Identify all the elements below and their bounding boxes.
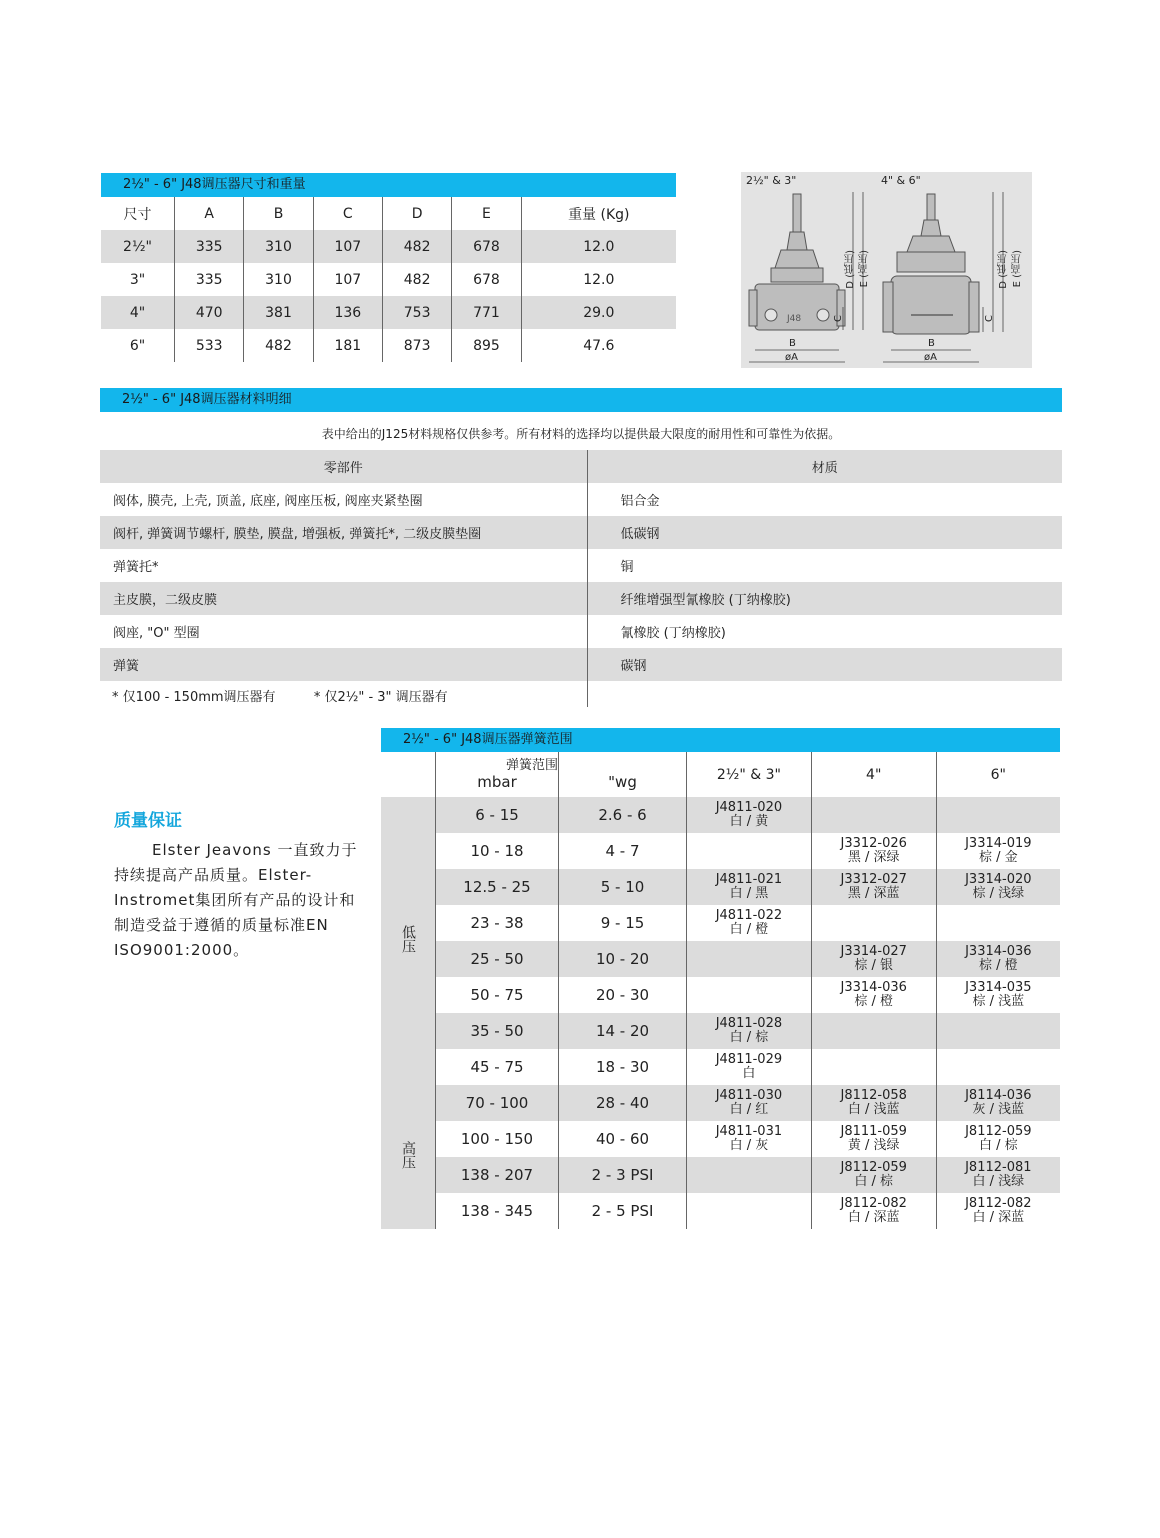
dimensions-cell: 678 xyxy=(452,263,521,296)
springs-part-number: J3312-026 xyxy=(840,836,907,851)
dimensions-cell: 482 xyxy=(382,263,451,296)
springs-group-low-label: 低压 xyxy=(400,925,416,953)
springs-color-code: 棕 / 橙 xyxy=(978,958,1018,973)
materials-row xyxy=(100,615,1062,648)
regulator-drawing xyxy=(741,172,1032,368)
springs-part-number: J3314-036 xyxy=(965,944,1032,959)
springs-header-row xyxy=(381,752,1060,797)
springs-mbar-cell: 12.5 - 25 xyxy=(436,869,559,905)
springs-part-number: J3314-027 xyxy=(840,944,907,959)
springs-mbar-cell: 6 - 15 xyxy=(436,797,559,833)
springs-part-number: J4811-028 xyxy=(715,1016,783,1031)
dimensions-cell: 107 xyxy=(313,263,382,296)
springs-part-number: J3314-020 xyxy=(965,872,1032,887)
springs-code-cell xyxy=(811,905,936,941)
springs-color-code: 白 xyxy=(742,1066,756,1081)
materials-row xyxy=(100,648,1062,681)
materials-header-part: 零部件 xyxy=(100,450,587,483)
springs-wg-cell: 5 - 10 xyxy=(559,869,687,905)
quality-title: 质量保证 xyxy=(114,811,182,831)
springs-header-size: 2½" & 3" xyxy=(687,752,812,797)
dimensions-cell: 181 xyxy=(313,329,382,362)
springs-title-bar xyxy=(381,728,1060,752)
springs-part-number: J8112-082 xyxy=(840,1196,907,1211)
regulator-diagram xyxy=(741,172,1032,368)
springs-part-number: J8112-082 xyxy=(965,1196,1032,1211)
springs-code-cell xyxy=(811,869,936,905)
springs-code-cell xyxy=(936,1157,1060,1193)
materials-footnote-divider xyxy=(587,680,588,707)
springs-part-number: J8112-059 xyxy=(840,1160,907,1175)
dimensions-cell: 29.0 xyxy=(521,296,676,329)
springs-color-code: 灰 / 浅蓝 xyxy=(972,1102,1025,1117)
springs-code-cell xyxy=(687,941,812,977)
springs-part-number: J3312-027 xyxy=(840,872,907,887)
springs-row xyxy=(381,1049,1060,1085)
springs-color-code: 棕 / 银 xyxy=(854,958,894,973)
springs-color-code: 白 / 深蓝 xyxy=(847,1210,900,1225)
springs-code-cell xyxy=(936,1193,1060,1229)
springs-color-code: 棕 / 金 xyxy=(978,850,1018,865)
materials-part-cell: 阀体, 膜壳, 上壳, 顶盖, 底座, 阀座压板, 阀座夹紧垫圈 xyxy=(113,494,423,509)
springs-color-code: 白 / 橙 xyxy=(729,922,769,937)
springs-part-number: J8112-058 xyxy=(840,1088,907,1103)
dimensions-cell: 482 xyxy=(382,230,451,263)
dimensions-cell: 3" xyxy=(129,271,146,288)
materials-material-cell: 纤维增强型氰橡胶 (丁纳橡胶) xyxy=(587,582,1062,615)
diagram-body-mark: J48 xyxy=(787,314,802,324)
dimensions-header-cell: B xyxy=(244,197,313,230)
springs-header-size: 6" xyxy=(936,752,1060,797)
springs-part-number: J3314-019 xyxy=(965,836,1032,851)
diagram-dim-e-large: E (高压) xyxy=(1012,250,1023,288)
springs-code-cell xyxy=(936,1049,1060,1085)
springs-code-cell xyxy=(687,833,812,869)
springs-wg-cell: 40 - 60 xyxy=(559,1121,687,1157)
springs-code-cell xyxy=(936,1121,1060,1157)
springs-mbar-cell: 45 - 75 xyxy=(436,1049,559,1085)
springs-code-cell xyxy=(687,1085,812,1121)
springs-part-number: J3314-036 xyxy=(840,980,907,995)
springs-part-number: J4811-030 xyxy=(715,1088,783,1103)
dimensions-row xyxy=(101,329,676,362)
springs-table xyxy=(381,752,1060,1229)
springs-code-cell xyxy=(811,1157,936,1193)
dimensions-cell: 310 xyxy=(244,263,313,296)
dimensions-cell: 533 xyxy=(175,329,244,362)
springs-part-number: J4811-022 xyxy=(715,908,783,923)
springs-code-cell xyxy=(811,977,936,1013)
dimensions-cell: 107 xyxy=(313,230,382,263)
springs-part-number: J4811-021 xyxy=(715,872,783,887)
springs-wg-cell: 2 - 5 PSI xyxy=(559,1193,687,1229)
dimensions-cell: 335 xyxy=(175,263,244,296)
springs-wg-cell: 28 - 40 xyxy=(559,1085,687,1121)
springs-color-code: 棕 / 浅蓝 xyxy=(972,994,1025,1009)
springs-wg-cell: 18 - 30 xyxy=(559,1049,687,1085)
springs-code-cell xyxy=(811,1193,936,1229)
dimensions-cell: 753 xyxy=(382,296,451,329)
springs-code-cell xyxy=(811,833,936,869)
materials-part-cell: 阀杆, 弹簧调节螺杆, 膜垫, 膜盘, 增强板, 弹簧托*, 二级皮膜垫圈 xyxy=(100,516,587,549)
dimensions-header-cell: C xyxy=(313,197,382,230)
springs-code-cell xyxy=(687,977,812,1013)
springs-mbar-cell: 138 - 345 xyxy=(436,1193,559,1229)
springs-mbar-cell: 100 - 150 xyxy=(436,1121,559,1157)
dimensions-row xyxy=(101,230,676,263)
dimensions-header-row xyxy=(101,197,676,230)
springs-code-cell xyxy=(687,1013,812,1049)
springs-code-cell xyxy=(936,797,1060,833)
springs-row xyxy=(381,941,1060,977)
springs-header-wg: "wg xyxy=(559,752,687,797)
diagram-dim-e-small: E (高压) xyxy=(859,250,870,288)
springs-group-high xyxy=(381,1085,436,1229)
materials-row xyxy=(100,582,1062,615)
dimensions-table xyxy=(101,197,676,362)
dimensions-cell: 6" xyxy=(129,337,146,354)
springs-part-number: J4811-031 xyxy=(715,1124,783,1139)
materials-material-cell: 铝合金 xyxy=(587,483,1062,516)
springs-wg-cell: 10 - 20 xyxy=(559,941,687,977)
springs-color-code: 白 / 红 xyxy=(729,1102,769,1117)
materials-material-cell: 氰橡胶 (丁纳橡胶) xyxy=(587,615,1062,648)
springs-part-number: J8112-081 xyxy=(965,1160,1032,1175)
dimensions-cell: 678 xyxy=(452,230,521,263)
springs-code-cell xyxy=(936,869,1060,905)
springs-unit-mbar: mbar xyxy=(477,773,517,791)
springs-mbar-cell: 70 - 100 xyxy=(436,1085,559,1121)
springs-color-code: 棕 / 橙 xyxy=(854,994,894,1009)
springs-title: 2½" - 6" J48调压器弹簧范围 xyxy=(403,732,573,747)
springs-row xyxy=(381,1157,1060,1193)
springs-code-cell xyxy=(811,1013,936,1049)
diagram-dim-a-small: øA xyxy=(785,352,798,363)
springs-code-cell xyxy=(687,1157,812,1193)
springs-mbar-cell: 50 - 75 xyxy=(436,977,559,1013)
springs-color-code: 黑 / 深蓝 xyxy=(847,886,900,901)
springs-code-cell xyxy=(687,1049,812,1085)
dimensions-header-cell: 重量 (Kg) xyxy=(521,197,676,230)
springs-header-blank xyxy=(381,752,436,797)
materials-table xyxy=(100,450,1062,681)
dimensions-cell: 47.6 xyxy=(521,329,676,362)
springs-row xyxy=(381,869,1060,905)
dimensions-row xyxy=(101,263,676,296)
springs-code-cell xyxy=(936,1085,1060,1121)
dimensions-cell: 470 xyxy=(175,296,244,329)
dimensions-cell: 482 xyxy=(244,329,313,362)
springs-color-code: 白 / 黑 xyxy=(729,886,769,901)
diagram-dim-d-large: D (低压) xyxy=(998,250,1009,289)
materials-material-cell: 铜 xyxy=(587,549,1062,582)
materials-row xyxy=(100,483,1062,516)
springs-code-cell xyxy=(936,1013,1060,1049)
dimensions-cell: 381 xyxy=(244,296,313,329)
springs-part-number: J8112-059 xyxy=(965,1124,1032,1139)
springs-code-cell xyxy=(936,941,1060,977)
springs-part-number: J8114-036 xyxy=(965,1088,1032,1103)
materials-part-cell: 弹簧托* xyxy=(113,560,159,575)
dimensions-header-cell: D xyxy=(382,197,451,230)
materials-row xyxy=(100,549,1062,582)
materials-footnote-1: * 仅100 - 150mm调压器有 xyxy=(112,690,276,705)
springs-row xyxy=(381,833,1060,869)
materials-part-cell: 阀座, "O" 型圈 xyxy=(113,626,200,641)
springs-part-number: J4811-020 xyxy=(715,800,783,815)
springs-color-code: 黑 / 深绿 xyxy=(847,850,900,865)
dimensions-cell: 310 xyxy=(244,230,313,263)
springs-code-cell xyxy=(811,941,936,977)
diagram-dim-b-small: B xyxy=(789,338,796,349)
springs-part-number: J3314-035 xyxy=(965,980,1032,995)
springs-color-code: 白 / 棕 xyxy=(978,1138,1018,1153)
materials-header-material: 材质 xyxy=(587,450,1062,483)
springs-wg-cell: 4 - 7 xyxy=(559,833,687,869)
dimensions-cell: 12.0 xyxy=(521,263,676,296)
springs-color-code: 棕 / 浅绿 xyxy=(972,886,1025,901)
diagram-dim-b-large: B xyxy=(928,338,935,349)
springs-color-code: 白 / 浅蓝 xyxy=(847,1102,900,1117)
springs-row xyxy=(381,905,1060,941)
materials-footnote-2: * 仅2½" - 3" 调压器有 xyxy=(313,690,448,705)
dimensions-cell: 895 xyxy=(452,329,521,362)
springs-code-cell xyxy=(687,905,812,941)
springs-mbar-cell: 25 - 50 xyxy=(436,941,559,977)
dimensions-header-cell: E xyxy=(452,197,521,230)
springs-code-cell xyxy=(936,905,1060,941)
dimensions-cell: 2½" xyxy=(101,230,175,263)
materials-note: 表中给出的J125材料规格仅供参考。所有材料的选择均以提供最大限度的耐用性和可靠性为依据。 xyxy=(321,427,841,441)
springs-color-code: 白 / 棕 xyxy=(729,1030,769,1045)
materials-title: 2½" - 6" J48调压器材料明细 xyxy=(122,392,292,407)
springs-wg-cell: 9 - 15 xyxy=(559,905,687,941)
dimensions-title-bar xyxy=(101,173,676,197)
dimensions-header-cell: 尺寸 xyxy=(123,206,152,223)
dimensions-row xyxy=(101,296,676,329)
dimensions-cell: 4" xyxy=(101,296,175,329)
diagram-dim-d-small: D (低压) xyxy=(845,250,856,289)
springs-mbar-cell: 138 - 207 xyxy=(436,1157,559,1193)
materials-material-cell: 碳钢 xyxy=(587,648,1062,681)
dimensions-cell: 12.0 xyxy=(521,230,676,263)
springs-mbar-cell: 23 - 38 xyxy=(436,905,559,941)
quality-body: Elster Jeavons 一直致力于持续提高产品质量。Elster-Instromet集团所有产品的设计和制造受益于遵循的质量标准EN ISO9001:2000。 xyxy=(114,841,358,959)
springs-wg-cell: 14 - 20 xyxy=(559,1013,687,1049)
diagram-dim-c-large: C xyxy=(984,315,995,322)
springs-code-cell xyxy=(936,833,1060,869)
springs-code-cell xyxy=(687,1193,812,1229)
springs-header-mbar xyxy=(436,752,559,797)
springs-range-header: 弹簧范围 xyxy=(506,758,559,773)
springs-color-code: 白 / 灰 xyxy=(729,1138,769,1153)
springs-code-cell xyxy=(687,869,812,905)
materials-row xyxy=(100,516,1062,549)
springs-color-code: 黄 / 浅绿 xyxy=(847,1138,900,1153)
springs-mbar-cell: 35 - 50 xyxy=(436,1013,559,1049)
springs-row xyxy=(381,977,1060,1013)
materials-header-row xyxy=(100,450,1062,483)
dimensions-cell: 335 xyxy=(175,230,244,263)
springs-code-cell xyxy=(936,977,1060,1013)
dimensions-title: 2½" - 6" J48调压器尺寸和重量 xyxy=(123,177,306,192)
springs-row xyxy=(381,1013,1060,1049)
springs-code-cell xyxy=(687,797,812,833)
dimensions-cell: 873 xyxy=(382,329,451,362)
springs-color-code: 白 / 黄 xyxy=(729,814,769,829)
diagram-dim-c-small: C xyxy=(833,315,844,322)
springs-part-number: J4811-029 xyxy=(715,1052,783,1067)
springs-group-high-label: 高压 xyxy=(400,1141,416,1169)
dimensions-header-cell: A xyxy=(175,197,244,230)
diagram-label-small: 2½" & 3" xyxy=(746,174,797,187)
springs-color-code: 白 / 棕 xyxy=(854,1174,894,1189)
materials-footnote-row xyxy=(112,686,448,705)
springs-wg-cell: 2.6 - 6 xyxy=(559,797,687,833)
dimensions-cell: 771 xyxy=(452,296,521,329)
springs-mbar-cell: 10 - 18 xyxy=(436,833,559,869)
diagram-label-large: 4" & 6" xyxy=(881,174,921,187)
springs-row xyxy=(381,797,1060,833)
materials-part-cell: 弹簧 xyxy=(100,648,587,681)
dimensions-cell: 136 xyxy=(313,296,382,329)
springs-code-cell xyxy=(811,1121,936,1157)
springs-row xyxy=(381,1121,1060,1157)
materials-title-bar xyxy=(100,388,1062,412)
springs-code-cell xyxy=(687,1121,812,1157)
diagram-dim-a-large: øA xyxy=(924,352,937,363)
springs-wg-cell: 20 - 30 xyxy=(559,977,687,1013)
materials-material-cell: 低碳钢 xyxy=(587,516,1062,549)
springs-part-number: J8111-059 xyxy=(840,1124,907,1139)
springs-code-cell xyxy=(811,797,936,833)
springs-code-cell xyxy=(811,1049,936,1085)
springs-color-code: 白 / 浅绿 xyxy=(972,1174,1025,1189)
springs-color-code: 白 / 深蓝 xyxy=(972,1210,1025,1225)
springs-group-low xyxy=(381,797,436,1085)
materials-part-cell: 主皮膜，二级皮膜 xyxy=(100,582,587,615)
springs-header-size: 4" xyxy=(811,752,936,797)
springs-row xyxy=(381,1193,1060,1229)
springs-code-cell xyxy=(811,1085,936,1121)
springs-row xyxy=(381,1085,1060,1121)
springs-wg-cell: 2 - 3 PSI xyxy=(559,1157,687,1193)
